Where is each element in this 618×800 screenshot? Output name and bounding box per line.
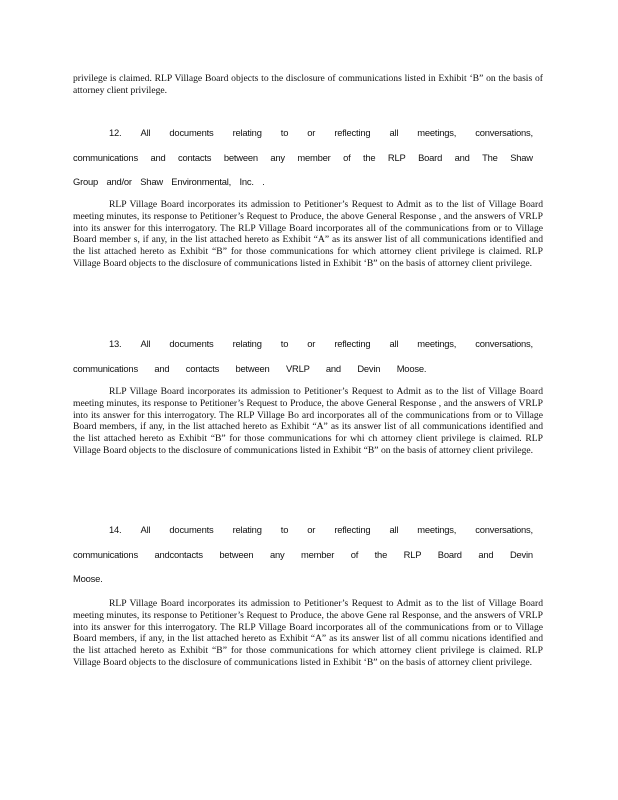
request-12-line-3: Group and/or Shaw Environmental, Inc. . — [73, 176, 265, 187]
request-14-line-3: Moose. — [73, 573, 103, 584]
response-14: RLP Village Board incorporates its admission to Petitioner’s Request to Admit as to the list of Village Board meeting minutes, its response to Petitioner’s Request to Produce, the above Gene ral Response, and the answers of VRLP into its answer for this interrogatory. The RLP Village Board incorporates all of the communications from or to Village Board members, if any, in the list attached hereto as Exhibit “A” as its answer list of all commu nications identified and the list attached hereto as Exhibit “B” for those communications for which attorney client privilege is claimed. RLP Village Board objects to the disclosure of communications listed in Exhibit ‘B” on the basis of attorney client privilege. — [73, 598, 543, 668]
request-number: 13. — [109, 338, 122, 349]
request-14-line-1: 14. All documents relating to or reflecting all meetings, conversations, — [109, 524, 533, 535]
request-number: 12. — [109, 127, 122, 138]
response-12: RLP Village Board incorporates its admission to Petitioner’s Request to Admit as to the list of Village Board meeting minutes, its response to Petitioner’s Request to Produce, the above General Response , and the answers of VRLP into its answer for this interrogatory. The RLP Village Board incorporates all of the communications from or to Village Board member s, if any, in the list attached hereto as Exhibit “A” as its answer list of all communications identified and the list attached hereto as Exhibit “B” for those communications for which attorney client privilege is claimed. RLP Village Board objects to the disclosure of communications listed in Exhibit ‘B” on the basis of attorney client privilege. — [73, 199, 543, 269]
request-12-line-2: communications and contacts between any member of the RLP Board and The Shaw — [73, 151, 533, 163]
request-12-line-1: 12. All documents relating to or reflecting all meetings, conversations, — [109, 127, 533, 138]
request-number: 14. — [109, 524, 122, 535]
request-13-line-2: communications and contacts between VRLP and Devin Moose. — [73, 362, 427, 374]
request-14-line-2: communications andcontacts between any member of the RLP Board and Devin — [73, 548, 533, 560]
request-12 — [73, 127, 533, 188]
continuation-paragraph: privilege is claimed. RLP Village Board objects to the disclosure of communications listed in Exhibit ‘B” on the basis of attorney client privilege. — [73, 73, 543, 96]
response-13: RLP Village Board incorporates its admission to Petitioner’s Request to Admit as to the list of Village Board meeting minutes, its response to Petitioner’s Request to Produce, the above General Response , and the answers of VRLP into its answer for this interrogatory. The RLP Village Bo ard incorporates all of the communications from or to Village Board members, if any, in the list attached hereto as Exhibit “A” as its answer list of all communications identified and the list attached hereto as Exhibit “B” for those communications for whi ch attorney client privilege is claimed. RLP Village Board objects to the disclosure of communications listed in Exhibit “B” on the basis of attorney client privilege. — [73, 386, 543, 456]
request-13-line-1: 13. All documents relating to or reflecting all meetings, conversations, — [109, 338, 533, 349]
request-14 — [73, 524, 533, 585]
request-13 — [73, 338, 533, 375]
